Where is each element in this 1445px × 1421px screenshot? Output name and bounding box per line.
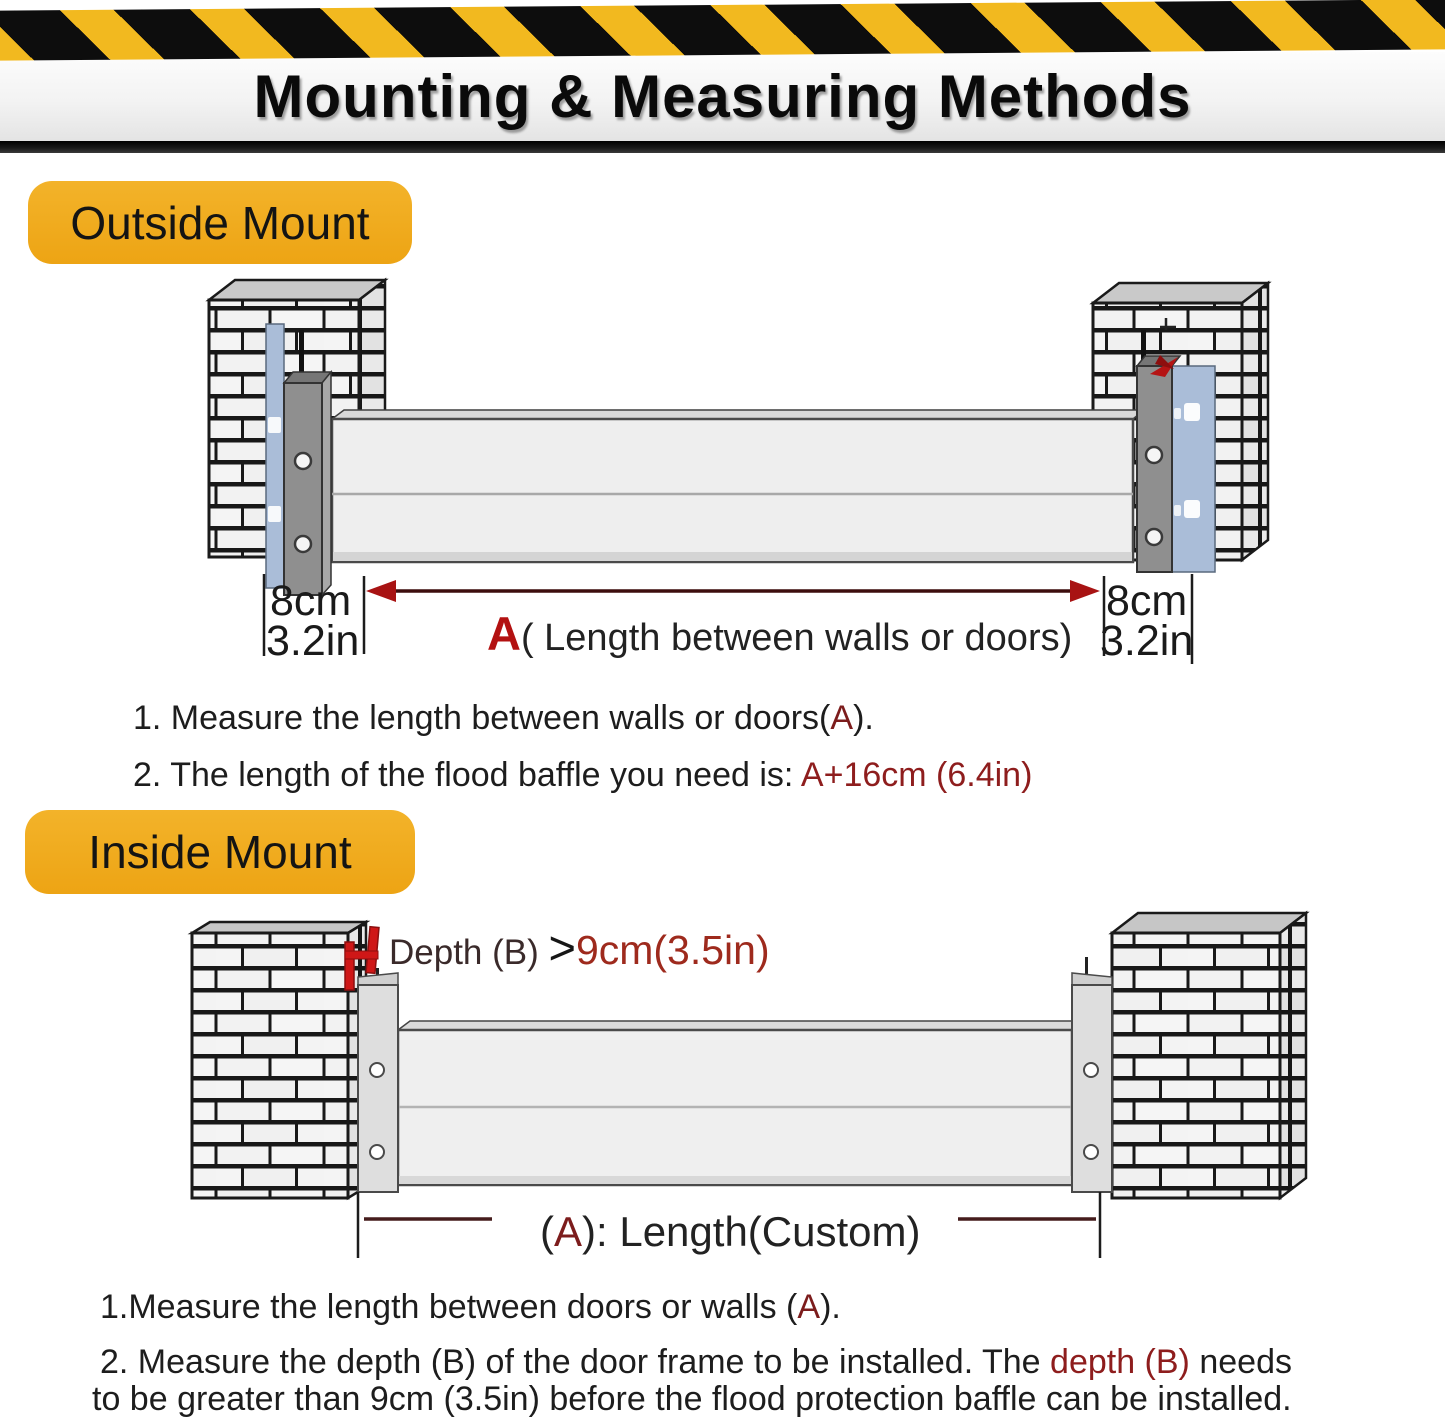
inside-instruction-2: 2. Measure the depth (B) of the door frame to be installed. The depth (B) needs	[100, 1343, 1292, 1381]
length-between-walls-label: A( Length between walls or doors)	[487, 607, 1073, 660]
screw-hole	[1146, 529, 1162, 545]
page-title: Mounting & Measuring Methods	[253, 63, 1192, 130]
seal-dot	[1174, 408, 1181, 419]
seal-dot	[268, 417, 281, 433]
offset-right-inch: 3.2in	[1100, 617, 1194, 665]
arrowhead-right	[1070, 580, 1100, 602]
inside-mount-label-text: Inside Mount	[88, 826, 352, 878]
outside-mount-label	[28, 181, 412, 264]
inside-mount-label	[25, 810, 415, 894]
outside-instruction-2: 2. The length of the flood baffle you need is: A+16cm (6.4in)	[133, 756, 1033, 794]
screw-hole	[1146, 447, 1162, 463]
depth-requirement-label: Depth (B) >9cm(3.5in)	[389, 921, 770, 974]
flood-barrier-outside	[332, 410, 1144, 562]
flood-barrier-inside	[398, 1021, 1084, 1185]
screw-hole	[370, 1145, 384, 1159]
outside-instruction-1: 1. Measure the length between walls or doors(A).	[133, 699, 874, 737]
seal-dot	[1184, 403, 1200, 421]
mounting-channel-left-inside	[358, 973, 398, 1192]
seal-strip-right	[1172, 366, 1215, 572]
outside-mount-label-text: Outside Mount	[70, 196, 370, 249]
arrowhead-left	[366, 580, 396, 602]
length-a-letter: A	[487, 607, 521, 660]
seal-dot	[268, 506, 281, 522]
offset-right-cm: 8cm	[1106, 577, 1188, 625]
title-divider-bar	[0, 141, 1445, 153]
mounting-channel-left	[284, 372, 331, 595]
brick-pillar-left-inside	[192, 922, 366, 1198]
offset-left-cm: 8cm	[270, 577, 352, 625]
screw-hole	[295, 536, 311, 552]
title-band	[0, 52, 1445, 141]
seal-dot	[1174, 505, 1181, 516]
inside-instruction-3: to be greater than 9cm (3.5in) before the flood protection baffle can be installed.	[92, 1380, 1292, 1418]
screw-hole	[295, 453, 311, 469]
screw-hole	[1084, 1063, 1098, 1077]
length-custom-label: (A): Length(Custom)	[540, 1208, 921, 1255]
brick-pillar-right-inside	[1112, 913, 1306, 1198]
mounting-channel-right-inside	[1072, 973, 1112, 1192]
screw-hole	[1084, 1145, 1098, 1159]
seal-dot	[1184, 500, 1200, 518]
offset-left-inch: 3.2in	[266, 617, 360, 665]
seal-strip-left	[266, 324, 284, 588]
screw-hole	[370, 1063, 384, 1077]
inside-instruction-1: 1.Measure the length between doors or walls (A).	[100, 1288, 841, 1326]
